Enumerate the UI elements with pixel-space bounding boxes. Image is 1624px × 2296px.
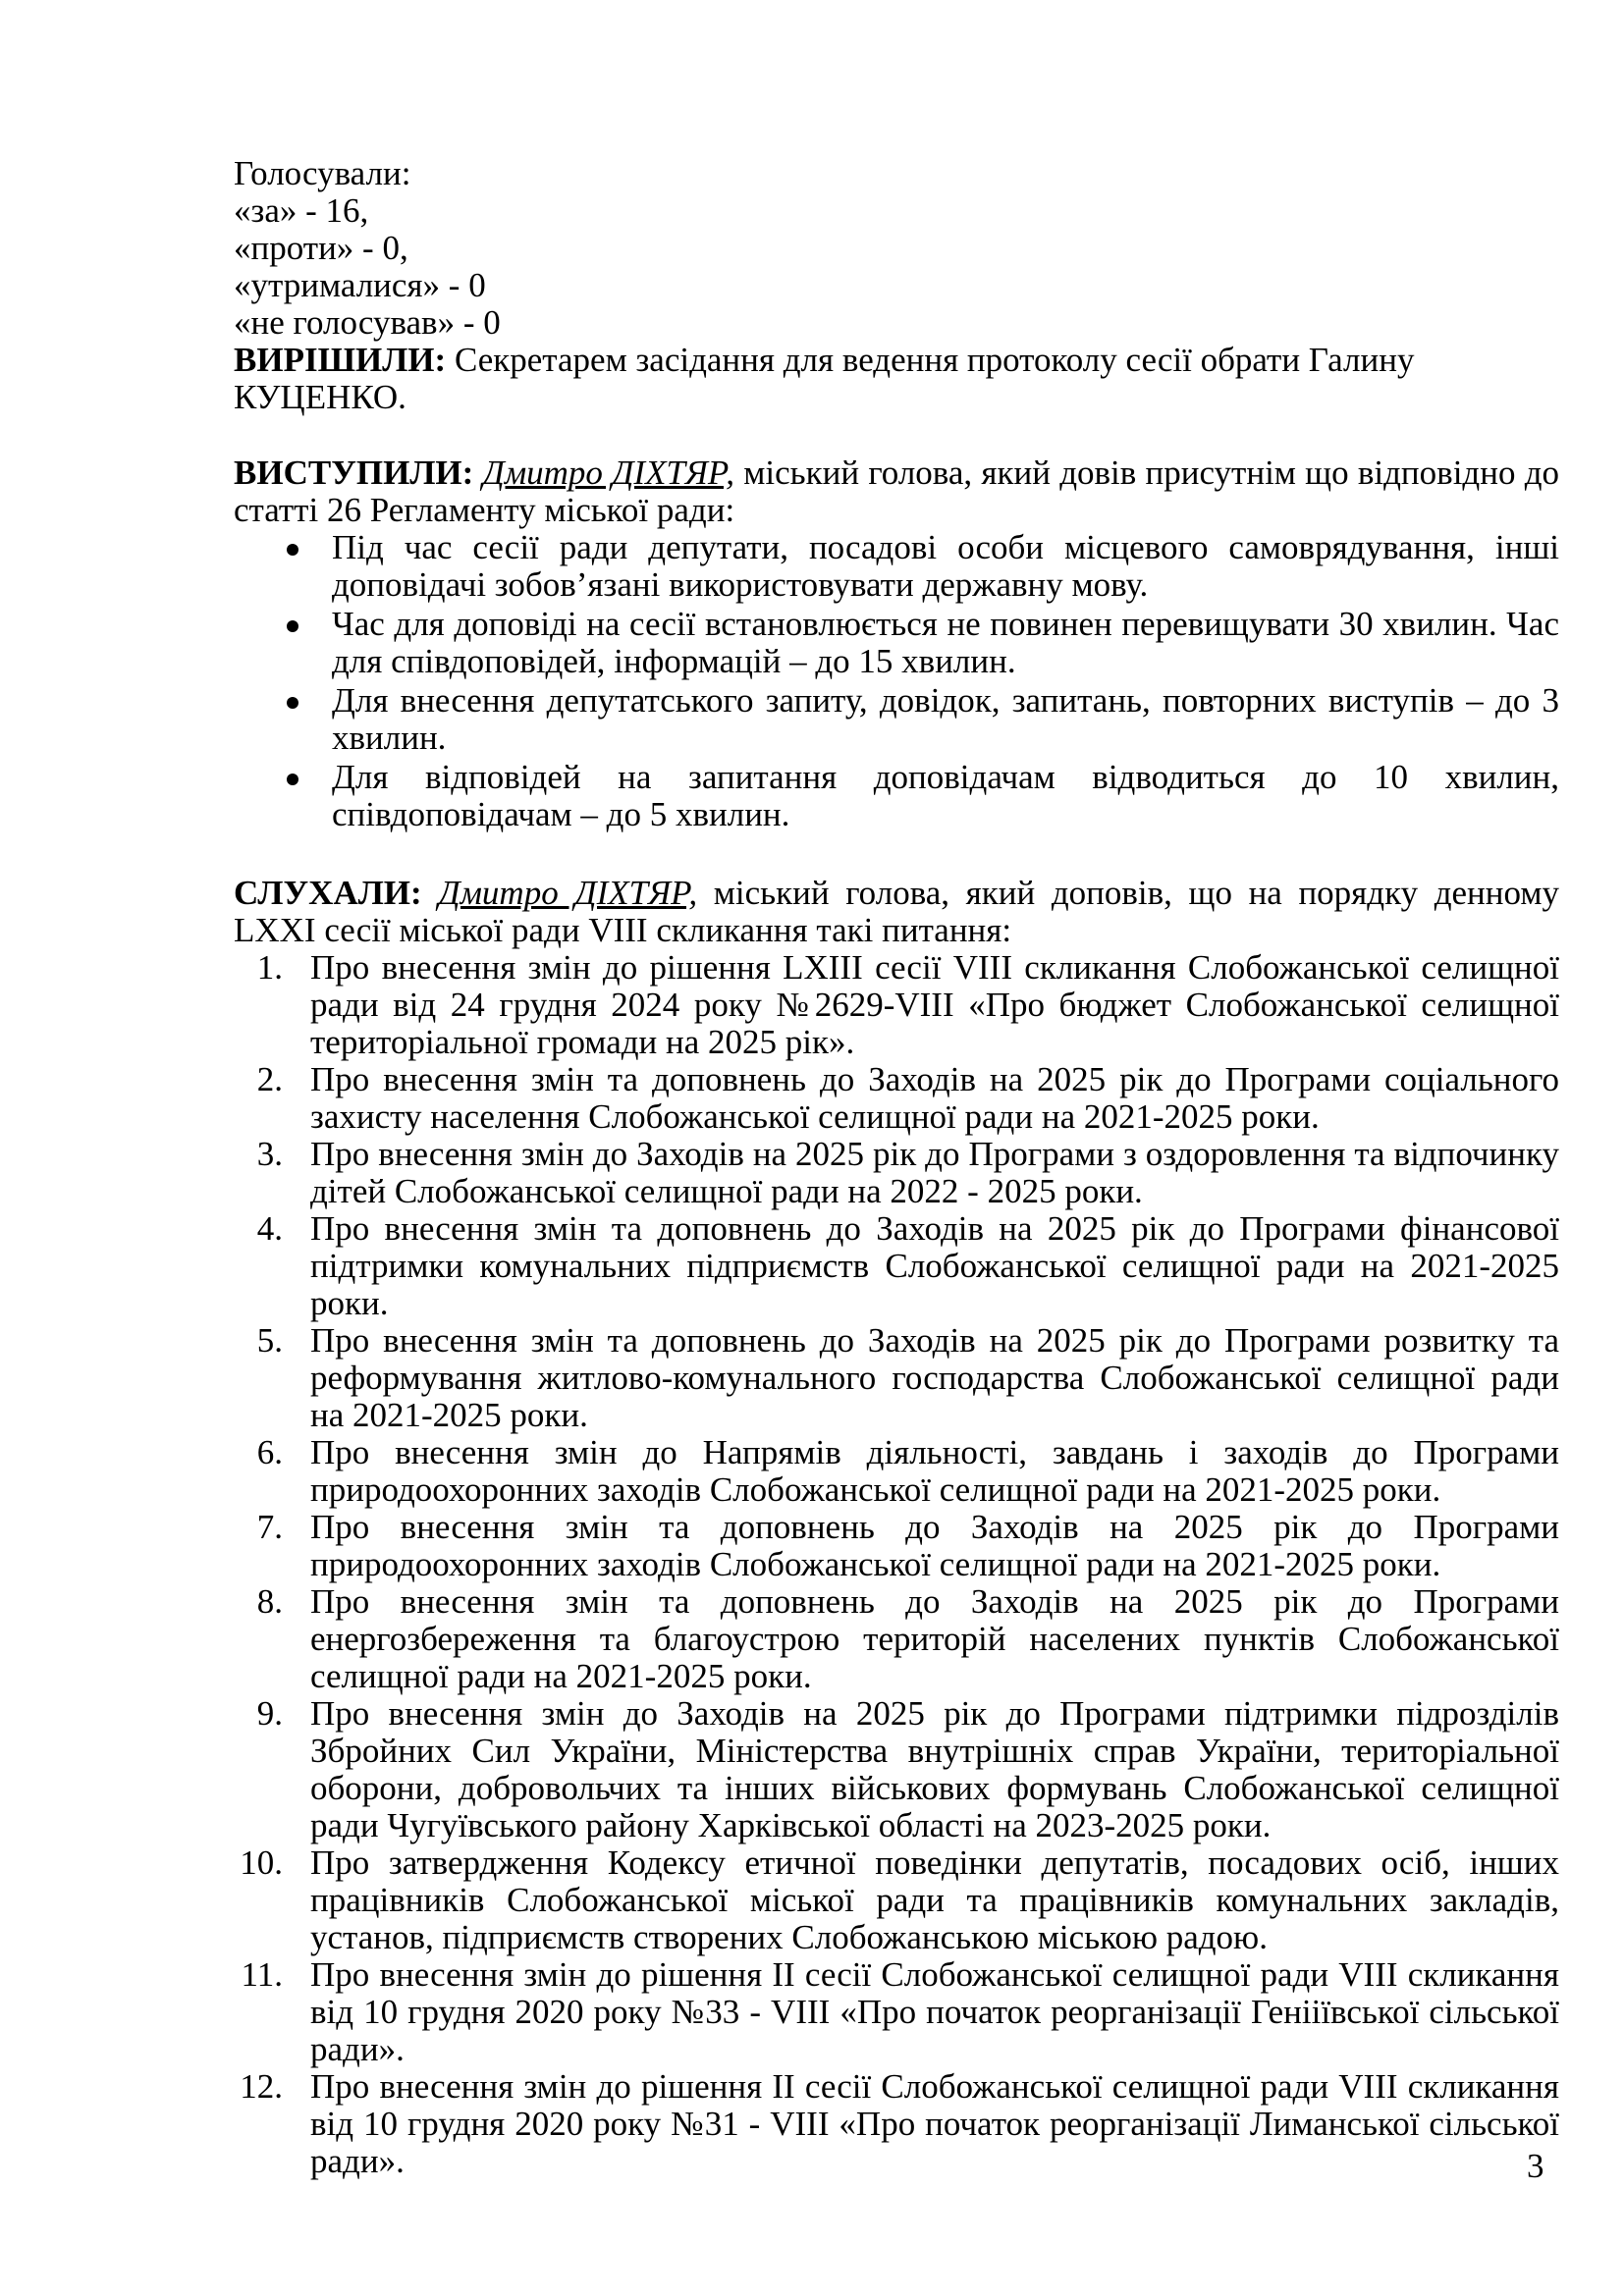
agenda-item-text: Про внесення змін до Напрямів діяльності, завдань і заходів до Програми природоохоронних заходів Слобожанської селищної ради на 2021-2025 роки.: [310, 1433, 1559, 1509]
agenda-item: [234, 1956, 1559, 2068]
agenda-item-number: 5.: [256, 1321, 283, 1360]
agenda-item-text: Про затвердження Кодексу етичної поведінки депутатів, посадових осіб, інших працівників Слобожанської міської ради та працівників комунальних закладів, установ, підприємств створених Слобожанською міською радою.: [310, 1843, 1559, 1956]
heard-text: міський голова, який доповів, що на порядку денному LXXI сесії міської ради VIII скликання такі питання:: [234, 874, 1559, 949]
agenda-item-number: 2.: [256, 1060, 283, 1098]
bullet-icon: [287, 697, 298, 709]
heard-speaker: Дмитро ДІХТЯР,: [438, 874, 698, 912]
agenda-item: [234, 1509, 1559, 1583]
agenda-item-text: Про внесення змін до рішення ІІ сесії Слобожанської селищної ради VIII скликання від 10 грудня 2020 року №31 - VIII «Про початок реорганізації Лиманської сільської ради».: [310, 2067, 1559, 2180]
vote-against: «проти» - 0,: [234, 229, 408, 267]
agenda-item: [234, 1136, 1559, 1210]
agenda-item-text: Про внесення змін та доповнень до Заходів на 2025 рік до Програми фінансової підтримки комунальних підприємств Слобожанської селищної ради на 2021-2025 роки.: [310, 1209, 1559, 1322]
agenda-item-number: 3.: [256, 1135, 283, 1173]
agenda-item: [234, 1061, 1559, 1136]
agenda-item-text: Про внесення змін та доповнень до Заходів на 2025 рік до Програми соціального захисту населення Слобожанської селищної ради на 2021-2025 роки.: [310, 1060, 1559, 1136]
agenda-item-text: Про внесення змін до Заходів на 2025 рік до Програми підтримки підрозділів Збройних Сил України, Міністерства внутрішніх справ України, територіальної оборони, добровольчих та інших військових формувань Слобожанської селищної ради Чугуївського району Харківської області на 2023-2025 роки.: [310, 1694, 1559, 1844]
agenda-item-number: 10.: [240, 1843, 283, 1882]
spoke-text: міський голова, який довів присутнім що відповідно до статті 26 Регламенту міської ради:: [234, 454, 1559, 529]
list-item: [234, 682, 1559, 757]
decided-label: ВИРІШИЛИ:: [234, 341, 447, 379]
agenda-item: [234, 949, 1559, 1061]
agenda-item-text: Про внесення змін та доповнень до Заходів на 2025 рік до Програми природоохоронних заходів Слобожанської селищної ради на 2021-2025 роки.: [310, 1508, 1559, 1583]
agenda-item: [234, 1210, 1559, 1322]
agenda-item: [234, 1695, 1559, 1844]
agenda-item: [234, 2068, 1559, 2180]
agenda-item-text: Про внесення змін до рішення ІІ сесії Слобожанської селищної ради VIII скликання від 10 грудня 2020 року №33 - VIII «Про початок реорганізації Генііївської сільської ради».: [310, 1955, 1559, 2068]
list-item: [234, 529, 1559, 604]
agenda-item: [234, 1322, 1559, 1434]
decided-text: Секретарем засідання для ведення протоколу сесії обрати Галину КУЦЕНКО.: [234, 341, 1415, 416]
list-item: [234, 759, 1559, 833]
agenda-item-number: 1.: [256, 948, 283, 987]
decided-paragraph: [234, 342, 1559, 416]
bullet-text: Для відповідей на запитання доповідачам відводиться до 10 хвилин, співдоповідачам – до 5 хвилин.: [332, 758, 1559, 833]
agenda-item: [234, 1844, 1559, 1956]
agenda-item-text: Про внесення змін та доповнень до Заходів на 2025 рік до Програми розвитку та реформування житлово-комунального господарства Слобожанської селищної ради на 2021-2025 роки.: [310, 1321, 1559, 1434]
heard-paragraph: [234, 875, 1559, 949]
agenda-item-text: Про внесення змін до рішення LXIII сесії VIII скликання Слобожанської селищної ради від 24 грудня 2024 року №2629-VIII «Про бюджет Слобожанської селищної територіальної громади на 2025 рік».: [310, 948, 1559, 1061]
rules-list: [234, 529, 1559, 833]
bullet-text: Для внесення депутатського запиту, довідок, запитань, повторних виступів – до 3 хвилин.: [332, 681, 1559, 757]
spoke-speaker: Дмитро ДІХТЯР,: [482, 454, 734, 492]
page-number: 3: [1527, 2147, 1544, 2185]
agenda-item-number: 12.: [240, 2067, 283, 2106]
spoke-label: ВИСТУПИЛИ:: [234, 454, 474, 492]
agenda-item-number: 4.: [256, 1209, 283, 1248]
agenda-item-text: Про внесення змін та доповнень до Заходів на 2025 рік до Програми енергозбереження та благоустрою територій населених пунктів Слобожанської селищної ради на 2021-2025 роки.: [310, 1582, 1559, 1695]
agenda-item-text: Про внесення змін до Заходів на 2025 рік до Програми з оздоровлення та відпочинку дітей Слобожанської селищної ради на 2022 - 2025 роки.: [310, 1135, 1559, 1210]
agenda-item: [234, 1583, 1559, 1695]
agenda-item-number: 6.: [256, 1433, 283, 1471]
voting-title: Голосували:: [234, 154, 411, 192]
vote-not-voted: «не голосував» - 0: [234, 303, 501, 342]
bullet-text: Час для доповіді на сесії встановлюється не повинен перевищувати 30 хвилин. Час для співдоповідей, інформацій – до 15 хвилин.: [332, 605, 1559, 680]
agenda-item-number: 9.: [256, 1694, 283, 1733]
document-page: [234, 155, 1559, 2180]
spoke-paragraph: [234, 454, 1559, 529]
bullet-icon: [287, 774, 298, 785]
agenda-item-number: 11.: [241, 1955, 283, 1994]
agenda-list: [234, 949, 1559, 2180]
bullet-text: Під час сесії ради депутати, посадові особи місцевого самоврядування, інші доповідачі зобов’язані використовувати державну мову.: [332, 528, 1559, 604]
bullet-icon: [287, 620, 298, 632]
agenda-item: [234, 1434, 1559, 1509]
vote-abstained: «утрималися» - 0: [234, 266, 486, 304]
agenda-item-number: 7.: [256, 1508, 283, 1546]
heard-label: СЛУХАЛИ:: [234, 874, 422, 912]
agenda-item-number: 8.: [256, 1582, 283, 1621]
spacer: [234, 416, 1559, 454]
bullet-icon: [287, 544, 298, 556]
vote-for: «за» - 16,: [234, 191, 369, 230]
list-item: [234, 606, 1559, 680]
spacer: [234, 835, 1559, 875]
